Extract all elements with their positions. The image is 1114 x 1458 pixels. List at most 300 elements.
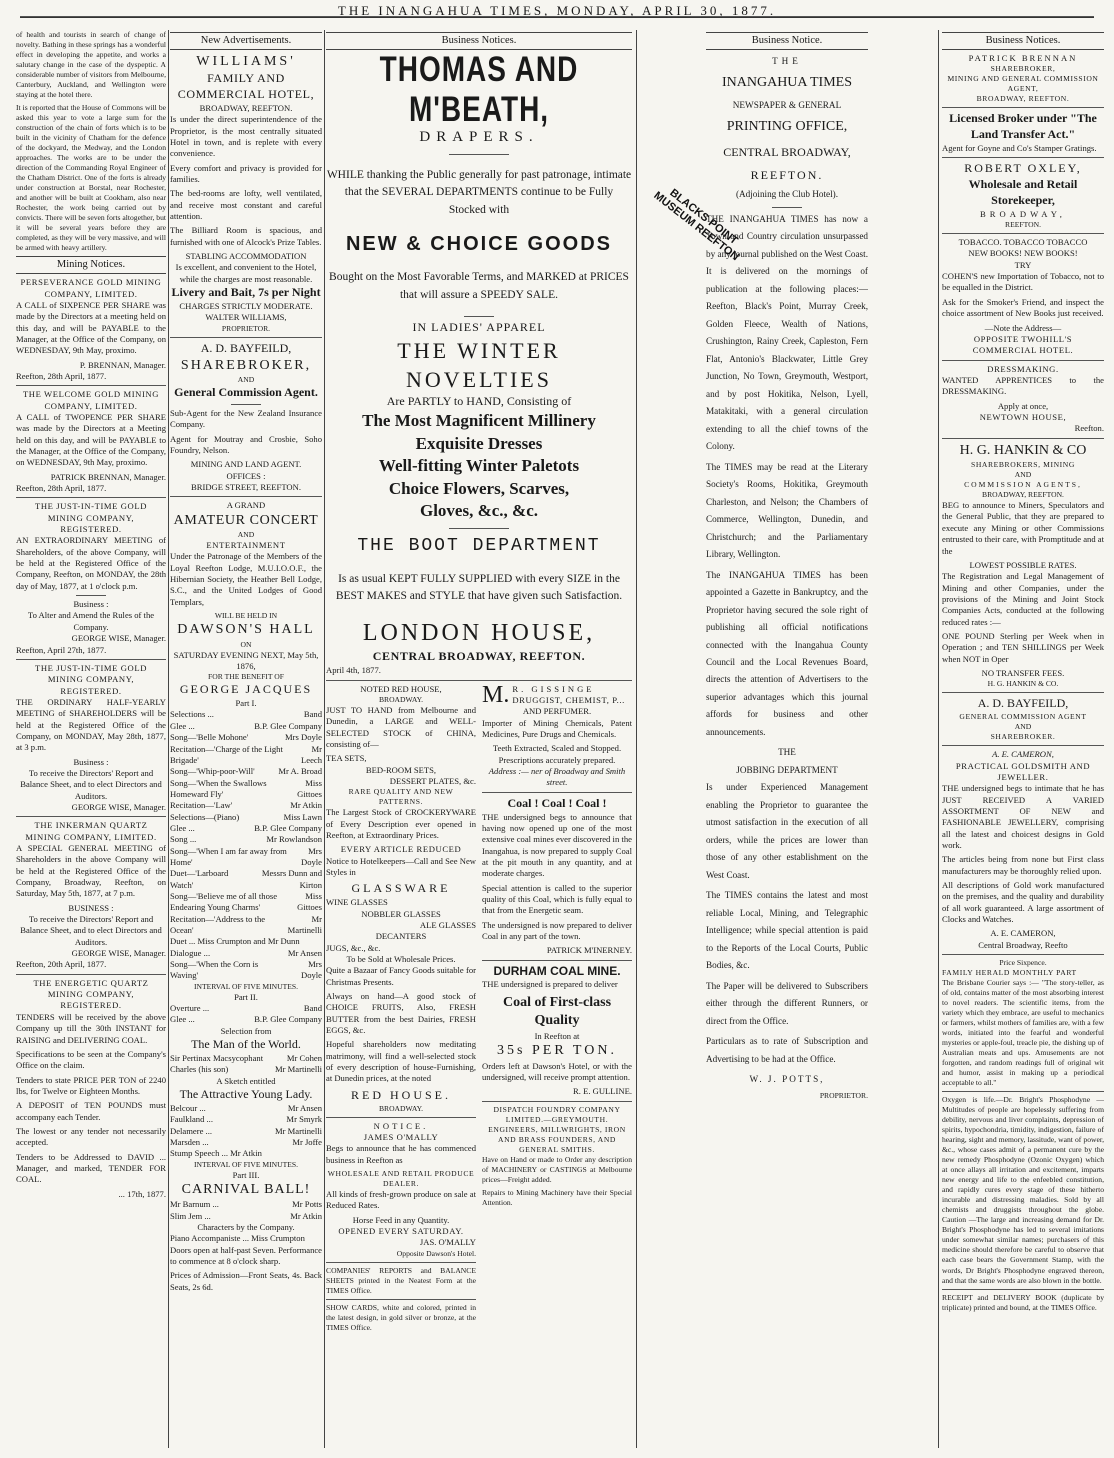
divider (16, 659, 166, 660)
concert-part: Part II. (234, 991, 258, 1002)
masthead-title: THE INANGAHUA TIMES, MONDAY, APRIL 30, 1877. (337, 3, 777, 18)
programme-row (170, 834, 322, 845)
ad-body: Have on Hand or made to Order any description of MACHINERY or CASTINGS at Melbourne prices—Freight added. (482, 1154, 632, 1184)
ad-body: WANTED APPRENTICES to the DRESSMAKING. (942, 374, 1104, 397)
section-header: Business Notices. (942, 32, 1104, 50)
section-header: Mining Notices. (16, 256, 166, 274)
ad-body: Is under the direct superintendence of the Proprietor, is the most centrally situated Hotel in town, and is replete with every convenience. (170, 114, 322, 159)
programme-item: Sir Pertinax Macsycophant (170, 1052, 264, 1063)
programme-row (170, 1003, 322, 1014)
programme-performer: Mr Martinelli (287, 913, 322, 936)
ad-body: Teeth Extracted, Scaled and Stopped. (492, 743, 622, 754)
programme-item: Overture ... (170, 1003, 210, 1014)
divider (942, 438, 1104, 439)
ad-address: BRIDGE STREET, REEFTON. (191, 481, 301, 492)
ad-signature: JAS. O'MALLY (419, 1237, 476, 1248)
divider (16, 385, 166, 386)
ad-body: Particulars as to rate of Subscription and Advertising to be had at the Office. (706, 1036, 868, 1064)
ad-address: BROADWAY. (378, 1103, 424, 1113)
ad-item: NOBBLER GLASSES (361, 908, 441, 919)
programme-item: Glee ... (170, 822, 195, 833)
ad-body: The Brisbane Courier says :— "The story-teller, as of old, contains matter of the most absorbing interest to novel readers. The scientific items, from the variety which they embrace, are useful to mechanics or farmers, whilst mothers of families are, with a few words, initiated into the fearful and wonderful mysteries or apple-foul, treacle pie, the dishing up of Australian meats and ups. Amusements are not forgotten, and random readings full of original wit and humor, assist in making up a periodical acceptable to all." (942, 978, 1104, 1088)
ad-body: THE undersigned begs to announce that having now opened up one of the most extensive coal mines ever discovered in the Inangahua, is now prepared to supply Coal at the pit mouth in any quantity, and at moderate charges. (482, 811, 632, 879)
museum-stamp: BLACKS POINT MUSEUM REEFTON (651, 186, 741, 264)
ad-subtitle: DRUGGIST, CHEMIST, P... (512, 694, 625, 705)
programme-item: Selections—(Piano) (170, 811, 240, 822)
ad-body: COMPANIES' REPORTS and BALANCE SHEETS printed in the Neatest Form at the TIMES Office. (326, 1265, 476, 1295)
ad-body: Quite a Bazaar of Fancy Goods suitable for Christmas Presents. (326, 965, 476, 987)
ad-headline: THE WINTER NOVELTIES (397, 338, 561, 393)
programme-performer: Mr Atkin (290, 800, 322, 811)
programme-row (170, 1211, 322, 1222)
ad-headline: LONDON HOUSE, (362, 619, 596, 646)
ad-body: Notice to Hotelkeepers—Call and See New Styles in (326, 855, 476, 878)
ad-body: In Reefton at (534, 1030, 580, 1041)
ad-body: The undersigned is now prepared to deliver Coal in any part of the town. (482, 919, 632, 941)
ad-subheadline: DRAPERS. (419, 129, 539, 146)
programme-performer: Miss Gittoes (297, 890, 322, 913)
notice-business-label: Business : (73, 599, 109, 610)
programme-item: Mr Barnum ... (170, 1199, 219, 1210)
ad-address: BROADWAY, REEFTON. (982, 490, 1064, 500)
ad-address: NEWTOWN HOUSE, (979, 411, 1067, 422)
ad-body: Prescriptions accurately prepared. (498, 754, 616, 765)
ad-heading: TRY (1014, 259, 1032, 270)
ad-conjunction: AND (1014, 470, 1032, 480)
divider (231, 404, 261, 405)
concert-title: AMATEUR CONCERT (173, 512, 319, 528)
ad-title: FAMILY HERALD MONTHLY PART (942, 968, 1077, 978)
notice-signature: GEORGE WISE, Manager. (71, 801, 166, 812)
ad-body: Always on hand—A good stock of CHOICE FRUITS, Also, FRESH BUTTER from the best Dairies, FRESH EGGS, &c. (326, 991, 476, 1036)
programme-row (170, 1053, 322, 1064)
section-header: Business Notice. (706, 32, 868, 50)
notice-signature: PATRICK BRENNAN, Manager. (50, 471, 166, 482)
concert-programme (170, 1053, 322, 1076)
concert-sketch: A Sketch entitled (216, 1075, 276, 1086)
ad-body: SHOW CARDS, white and colored, printed in the latest design, in gold silver or bronze, at the TIMES Office. (326, 1302, 476, 1332)
programme-row (170, 721, 322, 732)
notice-title: PERSEVERANCE GOLD MINING COMPANY, LIMITED. (20, 277, 162, 299)
programme-item: Song—'When I am far away from Home' (170, 845, 287, 867)
ad-body: Agent for Moutray and Crosbie, Soho Foundry, Nelson. (170, 433, 322, 455)
notice-date: Reefton, 28th April, 1877. (16, 483, 107, 494)
ad-body: Begs to announce that he has commenced business in Reefton as (326, 1143, 476, 1165)
programme-row (170, 936, 322, 947)
ad-signature: A. E. CAMERON, (990, 928, 1056, 939)
notice-date: Reefton, April 27th, 1877. (16, 644, 107, 655)
programme-performer: Mr A. Broad (278, 766, 322, 777)
programme-item: Faulkland ... (170, 1114, 213, 1125)
ad-address: CENTRAL BROADWAY, REEFTON. (372, 649, 586, 664)
ad-heading: OFFICES : (226, 470, 266, 481)
ad-address: CENTRAL BROADWAY, (723, 144, 851, 159)
programme-row (170, 959, 322, 982)
ad-subtitle: Storekeeper, (991, 192, 1055, 207)
ad-body: Agent for Goyne and Co's Stamper Gratings. (942, 142, 1097, 153)
programme-performer: Mr Leech (301, 743, 322, 765)
divider (326, 680, 632, 681)
concert-play: The Attractive Young Lady. (179, 1086, 313, 1101)
ad-signature-title: PROPRIETOR. (221, 323, 271, 333)
notice-title: THE JUST-IN-TIME GOLD MINING COMPANY, REGISTERED. (34, 501, 148, 535)
divider (482, 1101, 632, 1102)
divider (942, 692, 1104, 693)
notice-body: A CALL of SIXPENCE PER SHARE was made by the Directors at a meeting held on this day, and will be PAYABLE to the Manager, at the Office of the Company, on WEDNESDAY, 9th May, proximo. (16, 299, 166, 356)
programme-item: Belcour ... (170, 1102, 206, 1113)
programme-performer: Mrs Doyle (285, 732, 322, 743)
programme-performer: Mr Martinelli (274, 1064, 322, 1075)
ad-item: DESSERT PLATES, &c. (389, 776, 476, 787)
ad-headline: Coal of First-class Quality (502, 994, 612, 1029)
ad-body: The articles being from none but First class manufacturers may be thoroughly relied upon. (942, 854, 1104, 876)
ad-body: Importer of Mining Chemicals, Patent Medicines, Pure Drugs and Chemicals. (482, 717, 632, 739)
column-rule (324, 30, 325, 1448)
programme-performer: Mr Ansen (287, 947, 322, 958)
ad-date: April 4th, 1877. (326, 665, 381, 676)
gissinge-column (482, 681, 632, 1336)
notice-body: AN EXTRAORDINARY MEETING of Shareholders, of the above Company, will be held at the Registered Office of the Company, Reefton, on MONDAY, the 28th day of May, 1877, at 1 o'clock p.m. (16, 535, 166, 591)
ad-conjunction: AND (237, 530, 255, 540)
divider (170, 496, 322, 497)
ad-subtitle: GENERAL COMMISSION AGENT (959, 712, 1087, 722)
ad-body: Horse Feed in any Quantity. (352, 1214, 450, 1225)
notice-body: Tenders to be Addressed to DAVID ... Manager, and marked, TENDER FOR COAL. (16, 1151, 166, 1185)
concert-characters: Characters by the Company. (197, 1222, 295, 1233)
ad-address: BROADWAY, (980, 208, 1066, 219)
programme-item: Recitation—'Address to the Ocean' (170, 913, 266, 936)
concert-patronage: Under the Patronage of the Members of the Loyal Reefton Lodge, M.U.I.O.O.F., the Hibernian Society, the Heather Bell Lodge, S.C., and the United Lodges of Good Templars, (170, 551, 322, 607)
ad-title: NOTED RED HOUSE, (360, 683, 442, 694)
programme-performer: Mrs Doyle (300, 845, 322, 867)
ad-title: INANGAHUA TIMES (721, 75, 853, 91)
ad-title: PATRICK BRENNAN (968, 52, 1078, 63)
notice-body: The lowest or any tender not necessarily accepted. (16, 1125, 166, 1148)
programme-row (170, 1199, 322, 1210)
programme-item: Recitation—'Charge of the Light Brigade' (170, 743, 283, 765)
ad-subtitle: NEWSPAPER & GENERAL (732, 99, 842, 110)
ad-heading: TOBACCO. TOBACCO TOBACCO (958, 237, 1088, 248)
ad-body: COHEN'S new Importation of Tobacco, not to be equalled in the District. (942, 271, 1104, 293)
ad-subtitle: AND PERFUMER. (522, 706, 592, 717)
column-new-advertisements (170, 30, 322, 1450)
programme-row (170, 1064, 322, 1075)
ad-body: RECEIPT and DELIVERY BOOK (duplicate by triplicate) printed and bound, at the TIMES Office. (942, 1292, 1104, 1312)
article-text: It is reported that the House of Commons will be asked this year to vote a large sum for the construction of the chain of forts which is to be built in the vicinity of Chatham for the defence of the dockyard, the Medway, and the London approaches. The works are to be under the direction of the Commanding Royal Engineer of the Chatham District. One of the forts is already under construction at Borstal, near Rochester, and another will be built at Cookham, also near Rochester, the work being carried out by convicts. There will be seven forts altogether, but it will be several years before they are completed, as they will be very massive, and will be armed with heavy artillery. (16, 103, 166, 253)
ad-headline: Coal ! Coal ! Coal ! (507, 795, 607, 810)
concert-on: ON (240, 639, 252, 649)
concert-subtitle: ENTERTAINMENT (206, 540, 286, 551)
ad-heading: NO TRANSFER FEES. (981, 667, 1065, 678)
masthead-rule (20, 16, 1094, 18)
programme-row (170, 914, 322, 937)
ad-subtitle: SHAREBROKER, (990, 64, 1056, 74)
ad-body: Is excellent, and convenient to the Hotel, while the charges are most reasonable. (175, 262, 317, 284)
ad-address: (Adjoining the Club Hotel). (735, 189, 839, 200)
ad-signature: WALTER WILLIAMS, (205, 312, 287, 323)
notice-date: ... 17th, 1877. (118, 1188, 166, 1199)
notice-body: A SPECIAL GENERAL MEETING of Shareholders in the above Company will be held at the Registered Office of the Company, Broadway, Reefton, on Saturday, May 5th, 1877, at 7 p.m. (16, 843, 166, 899)
ad-body: Apply at once, (997, 400, 1049, 411)
concert-interval: INTERVAL OF FIVE MINUTES. (193, 1159, 299, 1169)
programme-item: Song—'Believe me of all those Endearing Young Charms' (170, 890, 278, 913)
column-mining-notices (16, 30, 166, 1450)
notice-business: To receive the Directors' Report and Balance Sheet, and to elect Directors and Auditors. (20, 914, 162, 947)
ad-heading: General Commission Agent. (174, 384, 318, 399)
divider (326, 1299, 476, 1300)
ad-heading: MINING AND LAND AGENT. (190, 459, 302, 470)
programme-performer: Mr Atkin (290, 1210, 322, 1221)
programme-row (170, 1103, 322, 1114)
section-header: Business Notices. (326, 32, 632, 50)
divider (16, 816, 166, 817)
ad-title: WILLIAMS' (196, 53, 296, 69)
divider (170, 337, 322, 338)
programme-performer: Miss Gittoes (297, 777, 322, 799)
programme-row (170, 766, 322, 777)
programme-performer: Band (303, 709, 322, 720)
ad-headline: DURHAM COAL MINE. (493, 963, 621, 978)
column-rule (636, 30, 637, 1448)
ad-note: —Note the Address— (984, 322, 1062, 333)
programme-item: Song ... (170, 834, 197, 845)
ad-address: REEFTON. (1005, 220, 1041, 230)
programme-row (170, 868, 322, 891)
ad-signature: PATRICK M'INERNEY. (546, 945, 632, 956)
ad-subtitle: ENGINEERS, MILLWRIGHTS, IRON AND BRASS FOUNDERS, AND GENERAL SMITHS. (488, 1124, 626, 1154)
ad-body: Are PARTLY to HAND, Consisting of (386, 394, 572, 409)
programme-item: Song—'Whip-poor-Will' (170, 766, 255, 777)
ad-body: Bought on the Most Favorable Terms, and MARKED at PRICES that will assure a SPEEDY SALE. (329, 271, 629, 302)
programme-item: Song—'When the Corn is Waving' (170, 959, 259, 981)
ad-item: WINE GLASSES (326, 897, 388, 908)
ad-item: JUGS, &c., &c. (326, 942, 381, 953)
section-header: New Advertisements. (170, 32, 322, 50)
programme-row (170, 812, 322, 823)
concert-grand: A GRAND (226, 500, 266, 511)
divider (772, 207, 802, 208)
ad-address: BROADWAY. (378, 694, 424, 704)
ad-feature: Choice Flowers, Scarves, (388, 478, 570, 498)
ad-body: Sub-Agent for the New Zealand Insurance Company. (170, 407, 322, 430)
notice-body: A CALL of TWOPENCE PER SHARE was made by the Directors at a Meeting held on this day, and will be PAYABLE to the Manager, at the Office of the Company, on WEDNESDAY, 9th May, proximo. (16, 411, 166, 468)
notice-title: THE INKERMAN QUARTZ MINING COMPANY, LIMITED. (25, 820, 157, 842)
programme-row (170, 1137, 322, 1148)
ad-body: Repairs to Mining Machinery have their Special Attention. (482, 1187, 632, 1207)
column-business-notices-2 (942, 30, 1104, 1450)
ad-title: THE (772, 55, 802, 66)
ad-heading: Licensed Broker under "The Land Transfer Act." (949, 111, 1097, 142)
ad-heading: EVERY ARTICLE REDUCED (340, 844, 462, 855)
ad-address: REEFTON. (750, 167, 824, 182)
notice-body: Specifications to be seen at the Company's Office on the claim. (16, 1048, 166, 1071)
concert-selection: Selection from (220, 1025, 272, 1036)
ad-body: THE INANGAHUA TIMES has now a Town and Country circulation unsurpassed by any journal published on the West Coast. It is delivered on the mornings of publication at the following places:—Reefton, Black's Point, Murray Creek, Golden Fleece, Wealth of Nations, Crushington, Rainy Creek, Capleston, Fern Flat, Antonio's Blackwater, Little Grey Junction, No Town, Greymouth, Westport, and by post Hokitika, Nelson, Lyell, Matakitaki, with a general circulation extending to all the chief towns of the Colony. (706, 213, 868, 452)
concert-benefit: FOR THE BENEFIT OF (208, 672, 284, 682)
divider (76, 595, 106, 596)
divider (942, 954, 1104, 955)
column-business-notices (326, 30, 632, 1450)
divider (482, 792, 632, 793)
ad-body: Is under Experienced Management enabling the Proprietor to guarantee the utmost satisfaction in the execution of all orders, while the prices are lower than those of any other establishment on the West Coast. (706, 782, 868, 880)
divider (942, 745, 1104, 746)
divider (326, 1117, 476, 1118)
ad-feature: Gloves, &c., &c. (419, 500, 539, 520)
ad-title: PRINTING OFFICE, (726, 119, 848, 135)
ad-feature: Well-fitting Winter Paletots (378, 456, 580, 476)
ad-signature: H. G. HANKIN & CO. (987, 679, 1059, 689)
programme-row (170, 800, 322, 811)
divider (942, 233, 1104, 234)
ad-heading: WHOLESALE AND RETAIL PRODUCE DEALER. (327, 1169, 475, 1189)
ad-heading: IN LADIES' APPAREL (412, 320, 546, 335)
programme-performer: Mr Ansen (287, 1102, 322, 1113)
programme-item: Duet—'Larboard Watch' (170, 868, 229, 890)
ad-item: ALE GLASSES (419, 919, 476, 930)
ad-heading: DRESSMAKING. (987, 363, 1059, 374)
divider (326, 1262, 476, 1263)
programme-row (170, 744, 322, 767)
ad-body: The TIMES contains the latest and most reliable Local, Mining, and Telegraphic Intelligence; while special attention is paid to the Reports of the Local Courts, Public Bodies, &c. (706, 890, 868, 971)
ad-heading: OPENED EVERY SATURDAY. (338, 1226, 464, 1237)
red-house-column (326, 684, 476, 1336)
programme-row (170, 732, 322, 743)
programme-performer: B.P. Glee Company (254, 720, 322, 731)
divider (942, 1091, 1104, 1092)
programme-item: Song—'Belle Mohone' (170, 732, 249, 743)
ad-headline: THE BOOT DEPARTMENT (357, 536, 601, 557)
programme-item: Marsden ... (170, 1136, 209, 1147)
programme-item: Glee ... (170, 720, 195, 731)
ad-body: WHILE thanking the Public generally for past patronage, intimate that the SEVERAL DEPARTMENTS continue to be Fully Stocked with (326, 168, 632, 217)
ad-body: To be Sold at Wholesale Prices. (346, 954, 456, 965)
divider (449, 528, 509, 529)
ad-body: The TIMES may be read at the Literary Society's Rooms, Hokitika, Greymouth Charleston, and Nelson; the Chambers of Commerce, Wellington, Dunedin, and Christchurch; and the Parliamentary Library, Wellington. (706, 461, 868, 560)
ad-title: DISPATCH FOUNDRY COMPANY LIMITED.—GREYMOUTH. (493, 1104, 621, 1124)
programme-performer: Mr Rowlandson (266, 834, 322, 845)
notice-business: To receive the Directors' Report and Balance Sheet, and to elect Directors and Auditors. (20, 767, 162, 801)
ad-feature: The Most Magnificent Millinery (362, 411, 596, 431)
notice-business-label: Business : (73, 756, 109, 767)
divider (16, 974, 166, 975)
ad-subtitle: SHAREBROKER. (990, 732, 1056, 742)
ad-signature: W. J. POTTS, (749, 1074, 825, 1085)
programme-item: Dialogue ... (170, 947, 211, 958)
ad-address: BROADWAY, REEFTON. (976, 94, 1070, 104)
ad-body: All descriptions of Gold work manufactured on the premises, and the quality and durability of all work guaranteed. A large assortment of Clocks and Watches. (942, 879, 1104, 924)
ad-signature-title: PROPRIETOR. (819, 1090, 868, 1100)
divider (942, 360, 1104, 361)
ad-body: The Registration and Legal Management of Mining and other Companies, under the provisions of the Mining and Joint Stock Companies Acts, conducted at the following reduced rates :— (942, 571, 1104, 627)
notice-body: Tenders to state PRICE PER TON of 2240 lbs, for Twelve or Eighteen Months. (16, 1074, 166, 1096)
divider (942, 107, 1104, 108)
programme-performer: Miss Lawn (283, 811, 322, 822)
ad-title: A. D. BAYFEILD, (200, 340, 292, 355)
masthead (0, 0, 1114, 22)
notice-signature: GEORGE WISE, Manager. (71, 633, 166, 644)
ad-title: ROBERT OXLEY, (964, 161, 1082, 176)
concert-held: WILL BE HELD IN (214, 611, 278, 621)
ad-heading: LOWEST POSSIBLE RATES. (969, 559, 1077, 570)
ad-initial: M. (482, 681, 510, 708)
ad-subtitle: PRACTICAL GOLDSMITH AND JEWELLER. (955, 760, 1091, 782)
ad-title: RED HOUSE. (350, 1087, 451, 1102)
notice-title: THE JUST-IN-TIME GOLD MINING COMPANY, REGISTERED. (34, 662, 148, 696)
ad-title: THE (778, 747, 796, 758)
ad-body: Is as usual KEPT FULLY SUPPLIED with every SIZE in the BEST MAKES and STYLE that have given such Satisfaction. (335, 572, 623, 603)
ad-address: BROADWAY, REEFTON. (199, 102, 293, 113)
programme-row (170, 709, 322, 720)
programme-item: Duet ... Miss Crumpton and Mr Dunn (170, 936, 300, 947)
ad-body: Oxygen is life.—Dr. Bright's Phosphodyne —Multitudes of people are hopelessly suffering from debility, nervous and liver complaints, depression of spirits, hypochondria, timidity, indigestion, failure of hearing, sight and memory, lassitude, want of power, &c., whose cases admit of a permanent cure by the new remedy Phosphodyne (Ozonic Oxygen) which at once allays all irritation and excitement, imparts new energy and life to the enfeebled constitution, and rapidly cures every stage of these hitherto incurable and distressing maladies. Sold by all chemists and druggists throughout the globe. Caution —The large and increasing demand for Dr. Bright's Phosphodyne has led to several imitations under somewhat similar names; purchasers of this medicine should therefore be careful to observe that each case bears the Government Stamp, with the words, Dr Bright's Phosphodyne engraved thereon, and that the same words are also blown in the bottle. (942, 1095, 1104, 1285)
ad-subtitle: SHAREBROKERS, MINING (971, 460, 1075, 470)
concert-date: SATURDAY EVENING NEXT, May 5th, 1876, (173, 649, 319, 671)
divider (16, 497, 166, 498)
notice-date: Reefton, 20th April, 1877. (16, 959, 107, 970)
concert-item: Stump Speech ... Mr Atkin (170, 1148, 262, 1159)
programme-row (170, 1126, 322, 1137)
notice-signature: P. BRENNAN, Manager. (79, 359, 166, 370)
programme-performer: B.P. Glee Company (254, 1014, 322, 1025)
ad-heading: NEW BOOKS! NEW BOOKS! (968, 248, 1078, 259)
ad-address: OPPOSITE TWOHILL'S COMMERCIAL HOTEL. (972, 333, 1074, 356)
article-text: of health and tourists in search of change of novelty. Bathing in these springs has a wonderful effect in developing the appetite, and works a salutary change in the case of the dyspeptic. A considerable number of visitors from Melbourne, Canterbury, Auckland, and Wellington were staying at the hotel there. (16, 30, 166, 100)
programme-item: Song—'When the Swallows Homeward Fly' (170, 777, 267, 799)
concert-programme (170, 1103, 322, 1148)
ad-item: BED-ROOM SETS, (365, 764, 437, 775)
programme-row (170, 948, 322, 959)
concert-prices: Prices of Admission—Front Seats, 4s. Back Seats, 2s 6d. (170, 1270, 322, 1292)
concert-programme (170, 1199, 322, 1222)
programme-item: Delamere ... (170, 1125, 212, 1136)
ad-conjunction: AND (237, 374, 255, 384)
ad-heading: STABLING ACCOMMODATION (185, 251, 307, 262)
ad-address: Opposite Dawson's Hotel. (396, 1248, 476, 1258)
ad-address: Address :— ner of Broadway and Smith street. (488, 766, 626, 788)
ad-subtitle: MINING AND GENERAL COMMISSION AGENT, (947, 74, 1099, 94)
programme-performer: Mr Martinelli (274, 1125, 322, 1136)
ad-heading: NOTICE. (373, 1120, 429, 1131)
divider (464, 316, 494, 317)
ad-title: A. D. BAYFEILD, (977, 696, 1069, 711)
ad-body: The Paper will be delivered to Subscribers either through the different Runners, or direct from the Office. (706, 980, 868, 1026)
programme-item: Slim Jem ... (170, 1210, 211, 1221)
programme-row (170, 891, 322, 914)
ad-subtitle: Wholesale and Retail (968, 177, 1078, 192)
ad-body: THE undersigned begs to intimate that he has JUST RECEIVED A VARIED ASSORTMENT OF NEW and FASHIONABLE JEWELLERY, comprising all the latest and choicest designs in Gold work. (942, 783, 1104, 850)
ad-body: The Largest Stock of CROCKERYWARE of Every Description ever opened in Reefton, at Extraordinary Prices. (326, 807, 476, 841)
ad-body: THE undersigned is prepared to deliver (482, 979, 618, 990)
programme-performer: B.P. Glee Company (254, 822, 322, 833)
concert-beneficiary: GEORGE JACQUES (179, 682, 313, 697)
ad-body: All kinds of fresh-grown produce on sale at Reduced Rates. (326, 1189, 476, 1211)
programme-item: Glee ... (170, 1014, 195, 1025)
ad-heading: JOBBING DEPARTMENT (736, 764, 838, 775)
concert-programme (170, 709, 322, 981)
ad-heading: GLASSWARE (351, 881, 451, 896)
programme-row (170, 823, 322, 834)
ad-heading: RARE QUALITY AND NEW PATTERNS. (348, 787, 454, 807)
ad-body: BEG to announce to Miners, Speculators and the General Public, that they are prepared to execute any Mining or other Commissions entrusted to their care, with Promptitude and at the (942, 500, 1104, 556)
programme-performer: Mr Joffe (292, 1136, 322, 1147)
ad-body: ONE POUND Sterling per Week when in Operation ; and TEN SHILLINGS per Week when NOT in Oper (942, 630, 1104, 664)
notice-business: To Alter and Amend the Rules of the Company. (27, 610, 155, 632)
concert-ball: CARNIVAL BALL! (181, 1181, 311, 1197)
ad-address: Reefton. (1074, 423, 1104, 434)
ad-heading: CHARGES STRICTLY MODERATE. (179, 300, 313, 311)
divider (942, 1289, 1104, 1290)
notice-body: TENDERS will be received by the above Company up till the 30th INSTANT for RAISING and DELIVERING COAL. (16, 1011, 166, 1045)
